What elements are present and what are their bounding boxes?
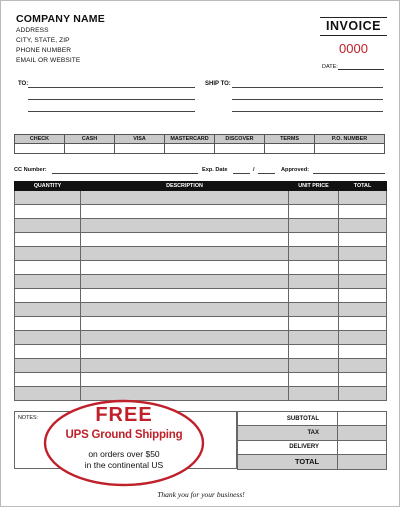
item-cell-unit-price[interactable] [289,359,339,373]
item-cell-quantity[interactable] [15,205,81,219]
item-cell-description[interactable] [81,373,289,387]
item-cell-quantity[interactable] [15,247,81,261]
date-field[interactable] [338,69,384,70]
item-cell-unit-price[interactable] [289,373,339,387]
item-cell-total[interactable] [339,373,387,387]
subtotal-value[interactable] [338,412,387,426]
total-value[interactable] [338,455,387,469]
table-row [15,233,387,247]
payment-header-mastercard: MASTERCARD [165,135,215,144]
exp-date-label: Exp. Date [202,167,228,173]
item-cell-total[interactable] [339,303,387,317]
payment-cell-visa[interactable] [115,144,165,154]
item-cell-unit-price[interactable] [289,219,339,233]
company-email-website: EMAIL OR WEBSITE [16,57,81,64]
ship-to-line-3[interactable] [232,111,383,112]
item-cell-unit-price[interactable] [289,331,339,345]
item-cell-description[interactable] [81,275,289,289]
item-cell-unit-price[interactable] [289,233,339,247]
item-cell-quantity[interactable] [15,359,81,373]
items-header-unit-price: UNIT PRICE [289,182,339,191]
table-row [15,317,387,331]
cc-number-label: CC Number: [14,167,47,173]
to-line-2[interactable] [28,99,195,100]
total-label: TOTAL [238,455,338,469]
item-cell-total[interactable] [339,233,387,247]
ship-to-line-1[interactable] [232,87,383,88]
invoice-title: INVOICE [320,17,387,36]
payment-cell-mastercard[interactable] [165,144,215,154]
item-cell-quantity[interactable] [15,317,81,331]
item-cell-description[interactable] [81,205,289,219]
items-header-total: TOTAL [339,182,387,191]
item-cell-description[interactable] [81,303,289,317]
payment-header-po-number: P.O. NUMBER [315,135,385,144]
item-cell-unit-price[interactable] [289,345,339,359]
item-cell-quantity[interactable] [15,345,81,359]
tax-value[interactable] [338,426,387,440]
item-cell-description[interactable] [81,219,289,233]
item-cell-total[interactable] [339,275,387,289]
payment-header-cash: CASH [65,135,115,144]
table-row [15,191,387,205]
totals-table [237,411,387,470]
item-cell-description[interactable] [81,247,289,261]
company-address: ADDRESS [16,27,49,34]
company-phone: PHONE NUMBER [16,47,72,54]
table-row [15,303,387,317]
table-row [15,261,387,275]
table-row [15,331,387,345]
item-cell-description[interactable] [81,191,289,205]
exp-date-separator: / [253,167,255,173]
date-label: DATE: [322,64,338,70]
notes-label: NOTES: [18,415,39,421]
subtotal-label: SUBTOTAL [238,412,338,426]
payment-header-visa: VISA [115,135,165,144]
item-cell-unit-price[interactable] [289,317,339,331]
item-cell-quantity[interactable] [15,275,81,289]
payment-cell-check[interactable] [15,144,65,154]
table-row [15,359,387,373]
ship-to-line-2[interactable] [232,99,383,100]
free-shipping-badge [43,399,205,487]
payment-cell-terms[interactable] [265,144,315,154]
item-cell-total[interactable] [339,205,387,219]
item-cell-quantity[interactable] [15,219,81,233]
item-cell-total[interactable] [339,247,387,261]
item-cell-unit-price[interactable] [289,205,339,219]
table-row [15,289,387,303]
promo-line: UPS Ground Shipping [65,429,183,441]
item-cell-description[interactable] [81,345,289,359]
exp-year-field[interactable] [258,173,275,174]
item-cell-description[interactable] [81,261,289,275]
table-row [15,205,387,219]
item-cell-total[interactable] [339,219,387,233]
company-city-state-zip: CITY, STATE, ZIP [16,37,70,44]
item-cell-total[interactable] [339,387,387,401]
item-cell-description[interactable] [81,317,289,331]
item-cell-total[interactable] [339,261,387,275]
item-cell-total[interactable] [339,359,387,373]
payment-cell-po-number[interactable] [315,144,385,154]
payment-header-discover: DISCOVER [215,135,265,144]
thank-you-message: Thank you for your business! [157,490,245,499]
item-cell-quantity[interactable] [15,261,81,275]
to-line-1[interactable] [28,87,195,88]
approved-label: Approved: [281,167,309,173]
item-cell-quantity[interactable] [15,233,81,247]
table-row [15,247,387,261]
exp-month-field[interactable] [233,173,250,174]
to-label: TO: [18,81,29,87]
line-items-table [14,181,387,401]
item-cell-unit-price[interactable] [289,387,339,401]
approved-field[interactable] [313,173,385,174]
item-cell-total[interactable] [339,289,387,303]
table-row [15,373,387,387]
item-cell-quantity[interactable] [15,303,81,317]
item-cell-total[interactable] [339,331,387,345]
table-row [15,275,387,289]
item-cell-unit-price[interactable] [289,275,339,289]
item-cell-quantity[interactable] [15,191,81,205]
payment-header-check: CHECK [15,135,65,144]
item-cell-unit-price[interactable] [289,289,339,303]
item-cell-unit-price[interactable] [289,191,339,205]
delivery-label: DELIVERY [238,440,338,454]
item-cell-quantity[interactable] [15,373,81,387]
ship-to-label: SHIP TO: [205,81,231,87]
table-row [15,345,387,359]
item-cell-unit-price[interactable] [289,247,339,261]
delivery-value[interactable] [338,440,387,454]
item-cell-unit-price[interactable] [289,303,339,317]
payment-header-terms: TERMS [265,135,315,144]
payment-cell-cash[interactable] [65,144,115,154]
item-cell-unit-price[interactable] [289,261,339,275]
table-row [15,219,387,233]
cc-number-field[interactable] [52,173,198,174]
item-cell-description[interactable] [81,289,289,303]
item-cell-description[interactable] [81,359,289,373]
promo-headline: FREE [95,404,153,426]
payment-cell-discover[interactable] [215,144,265,154]
tax-label: TAX [238,426,338,440]
item-cell-description[interactable] [81,331,289,345]
items-header-description: DESCRIPTION [81,182,289,191]
company-name: COMPANY NAME [16,13,105,25]
item-cell-quantity[interactable] [15,331,81,345]
promo-subline-2: in the continental US [84,460,164,470]
item-cell-quantity[interactable] [15,289,81,303]
items-header-quantity: QUANTITY [15,182,81,191]
to-line-3[interactable] [28,111,195,112]
item-cell-total[interactable] [339,345,387,359]
item-cell-total[interactable] [339,317,387,331]
invoice-number: 0000 [339,41,368,56]
item-cell-description[interactable] [81,233,289,247]
promo-subline-1: on orders over $50 [88,449,160,459]
line-items-body [15,191,387,401]
item-cell-total[interactable] [339,191,387,205]
payment-method-table [14,134,385,154]
